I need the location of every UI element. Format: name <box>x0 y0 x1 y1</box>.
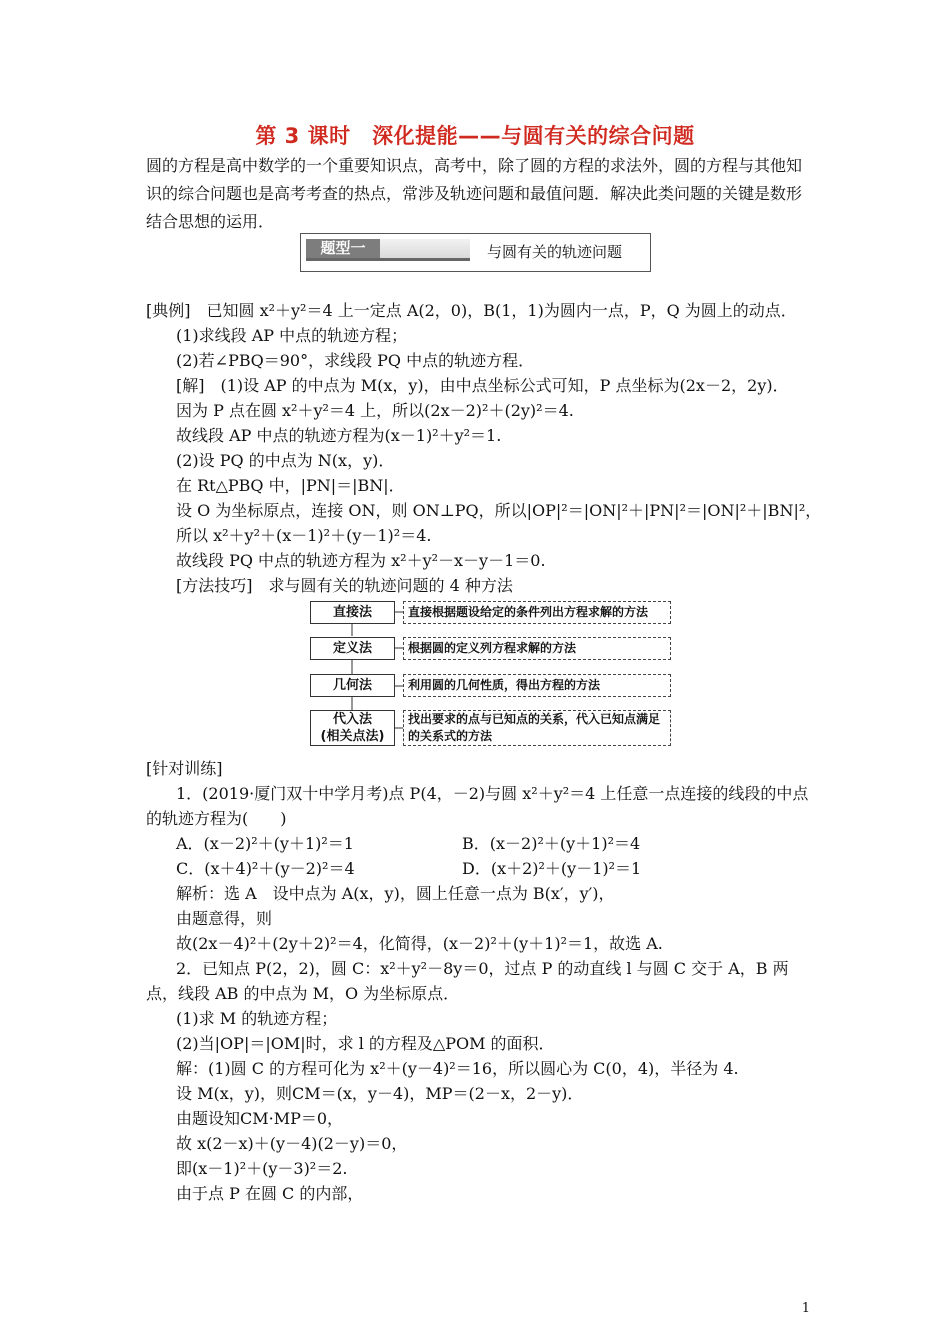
example-stem: [典例] 已知圆 x²＋y²＝4 上一定点 A(2，0)，B(1，1)为圆内一点，P，Q 为圆上的动点． <box>146 301 797 320</box>
q2-line: 故 x(2－x)＋(y－4)(2－y)＝0， <box>176 1134 408 1153</box>
solution-line: 故线段 PQ 中点的轨迹方程为 x²＋y²－x－y－1＝0. <box>176 551 546 570</box>
q2-line: 设 M(x，y)，则CM＝(x，y－4)，MP＝(2－x，2－y)． <box>176 1084 584 1103</box>
q1-solution-line: 由题意得，则 <box>176 909 273 928</box>
method-desc: 直接根据题设给定的条件列出方程求解的方法 <box>403 601 671 624</box>
solution-line: [解] (1)设 AP 的中点为 M(x，y)，由中点坐标公式可知，P 点坐标为(2x－2，2y)． <box>176 376 789 395</box>
example-q1: (1)求线段 AP 中点的轨迹方程； <box>176 326 408 345</box>
lesson-title: 第 3 课时 深化提能——与圆有关的综合问题 <box>255 124 695 148</box>
method-tips-heading: [方法技巧] 求与圆有关的轨迹问题的 4 种方法 <box>176 576 513 595</box>
topic-label: 题型一 <box>306 239 380 258</box>
methods-diagram <box>310 600 674 750</box>
method-name: 代入法 (相关点法) <box>310 710 395 746</box>
option-b: B．(x－2)²＋(y＋1)²＝4 <box>462 834 641 853</box>
intro-paragraph: 圆的方程是高中数学的一个重要知识点，高考中，除了圆的方程的求法外，圆的方程与其他知识的综合问题也是高考考查的热点，常涉及轨迹问题和最值问题．解决此类问题的关键是数形结合思想的运用． <box>146 156 803 231</box>
q2-line: 解：(1)圆 C 的方程可化为 x²＋(y－4)²＝16，所以圆心为 C(0，4)，半径为 4. <box>176 1059 739 1078</box>
q2-line: 由于点 P 在圆 C 的内部， <box>176 1184 364 1203</box>
q1-solution-line: 故(2x－4)²＋(2y＋2)²＝4，化简得，(x－2)²＋(y＋1)²＝1，故选 A. <box>176 934 663 953</box>
q2-line: 即(x－1)²＋(y－3)²＝2. <box>176 1159 348 1178</box>
solution-line: (2)设 PQ 的中点为 N(x，y)． <box>176 451 395 470</box>
topic-banner <box>300 233 651 272</box>
q1-solution-line: 解析：选 A 设中点为 A(x，y)，圆上任意一点为 B(x′，y′)， <box>176 884 615 903</box>
topic-text: 与圆有关的轨迹问题 <box>487 243 623 261</box>
example-q2: (2)若∠PBQ＝90°，求线段 PQ 中点的轨迹方程． <box>176 351 535 370</box>
solution-line: 在 Rt△PBQ 中，|PN|＝|BN|． <box>176 476 405 495</box>
question-1: 1．(2019·厦门双十中学月考)点 P(4，－2)与圆 x²＋y²＝4 上任意一点连接的线段的中点的轨迹方程为( ) <box>146 784 809 828</box>
q2-line: (2)当|OP|＝|OM|时，求 l 的方程及△POM 的面积． <box>176 1034 555 1053</box>
option-a: A．(x－2)²＋(y＋1)²＝1 <box>176 834 354 853</box>
q2-line: (1)求 M 的轨迹方程； <box>176 1009 338 1028</box>
solution-line: 所以 x²＋y²＋(x－1)²＋(y－1)²＝4. <box>176 526 432 545</box>
page-number: 1 <box>801 1301 810 1316</box>
method-desc: 根据圆的定义列方程求解的方法 <box>403 637 671 660</box>
solution-line: 因为 P 点在圆 x²＋y²＝4 上，所以(2x－2)²＋(2y)²＝4. <box>176 401 574 420</box>
method-name: 定义法 <box>310 637 395 660</box>
practice-heading: [针对训练] <box>146 759 223 778</box>
solution-line: 故线段 AP 中点的轨迹方程为(x－1)²＋y²＝1. <box>176 426 502 445</box>
method-desc: 找出要求的点与已知点的关系，代入已知点满足的关系式的方法 <box>403 710 671 746</box>
option-c: C．(x＋4)²＋(y－2)²＝4 <box>176 859 355 878</box>
q2-line: 由题设知CM·MP＝0， <box>176 1109 344 1128</box>
topic-label-box <box>306 239 470 261</box>
method-desc: 利用圆的几何性质，得出方程的方法 <box>403 674 671 697</box>
method-name: 几何法 <box>310 674 395 697</box>
solution-line: 设 O 为坐标原点，连接 ON，则 ON⊥PQ，所以|OP|²＝|ON|²＋|PN|²＝|ON|²＋|BN|²， <box>176 501 822 520</box>
option-d: D．(x＋2)²＋(y－1)²＝1 <box>462 859 642 878</box>
method-name: 直接法 <box>310 601 395 624</box>
question-2: 2．已知点 P(2，2)，圆 C：x²＋y²－8y＝0，过点 P 的动直线 l 与圆 C 交于 A，B 两点，线段 AB 的中点为 M，O 为坐标原点． <box>146 959 789 1003</box>
